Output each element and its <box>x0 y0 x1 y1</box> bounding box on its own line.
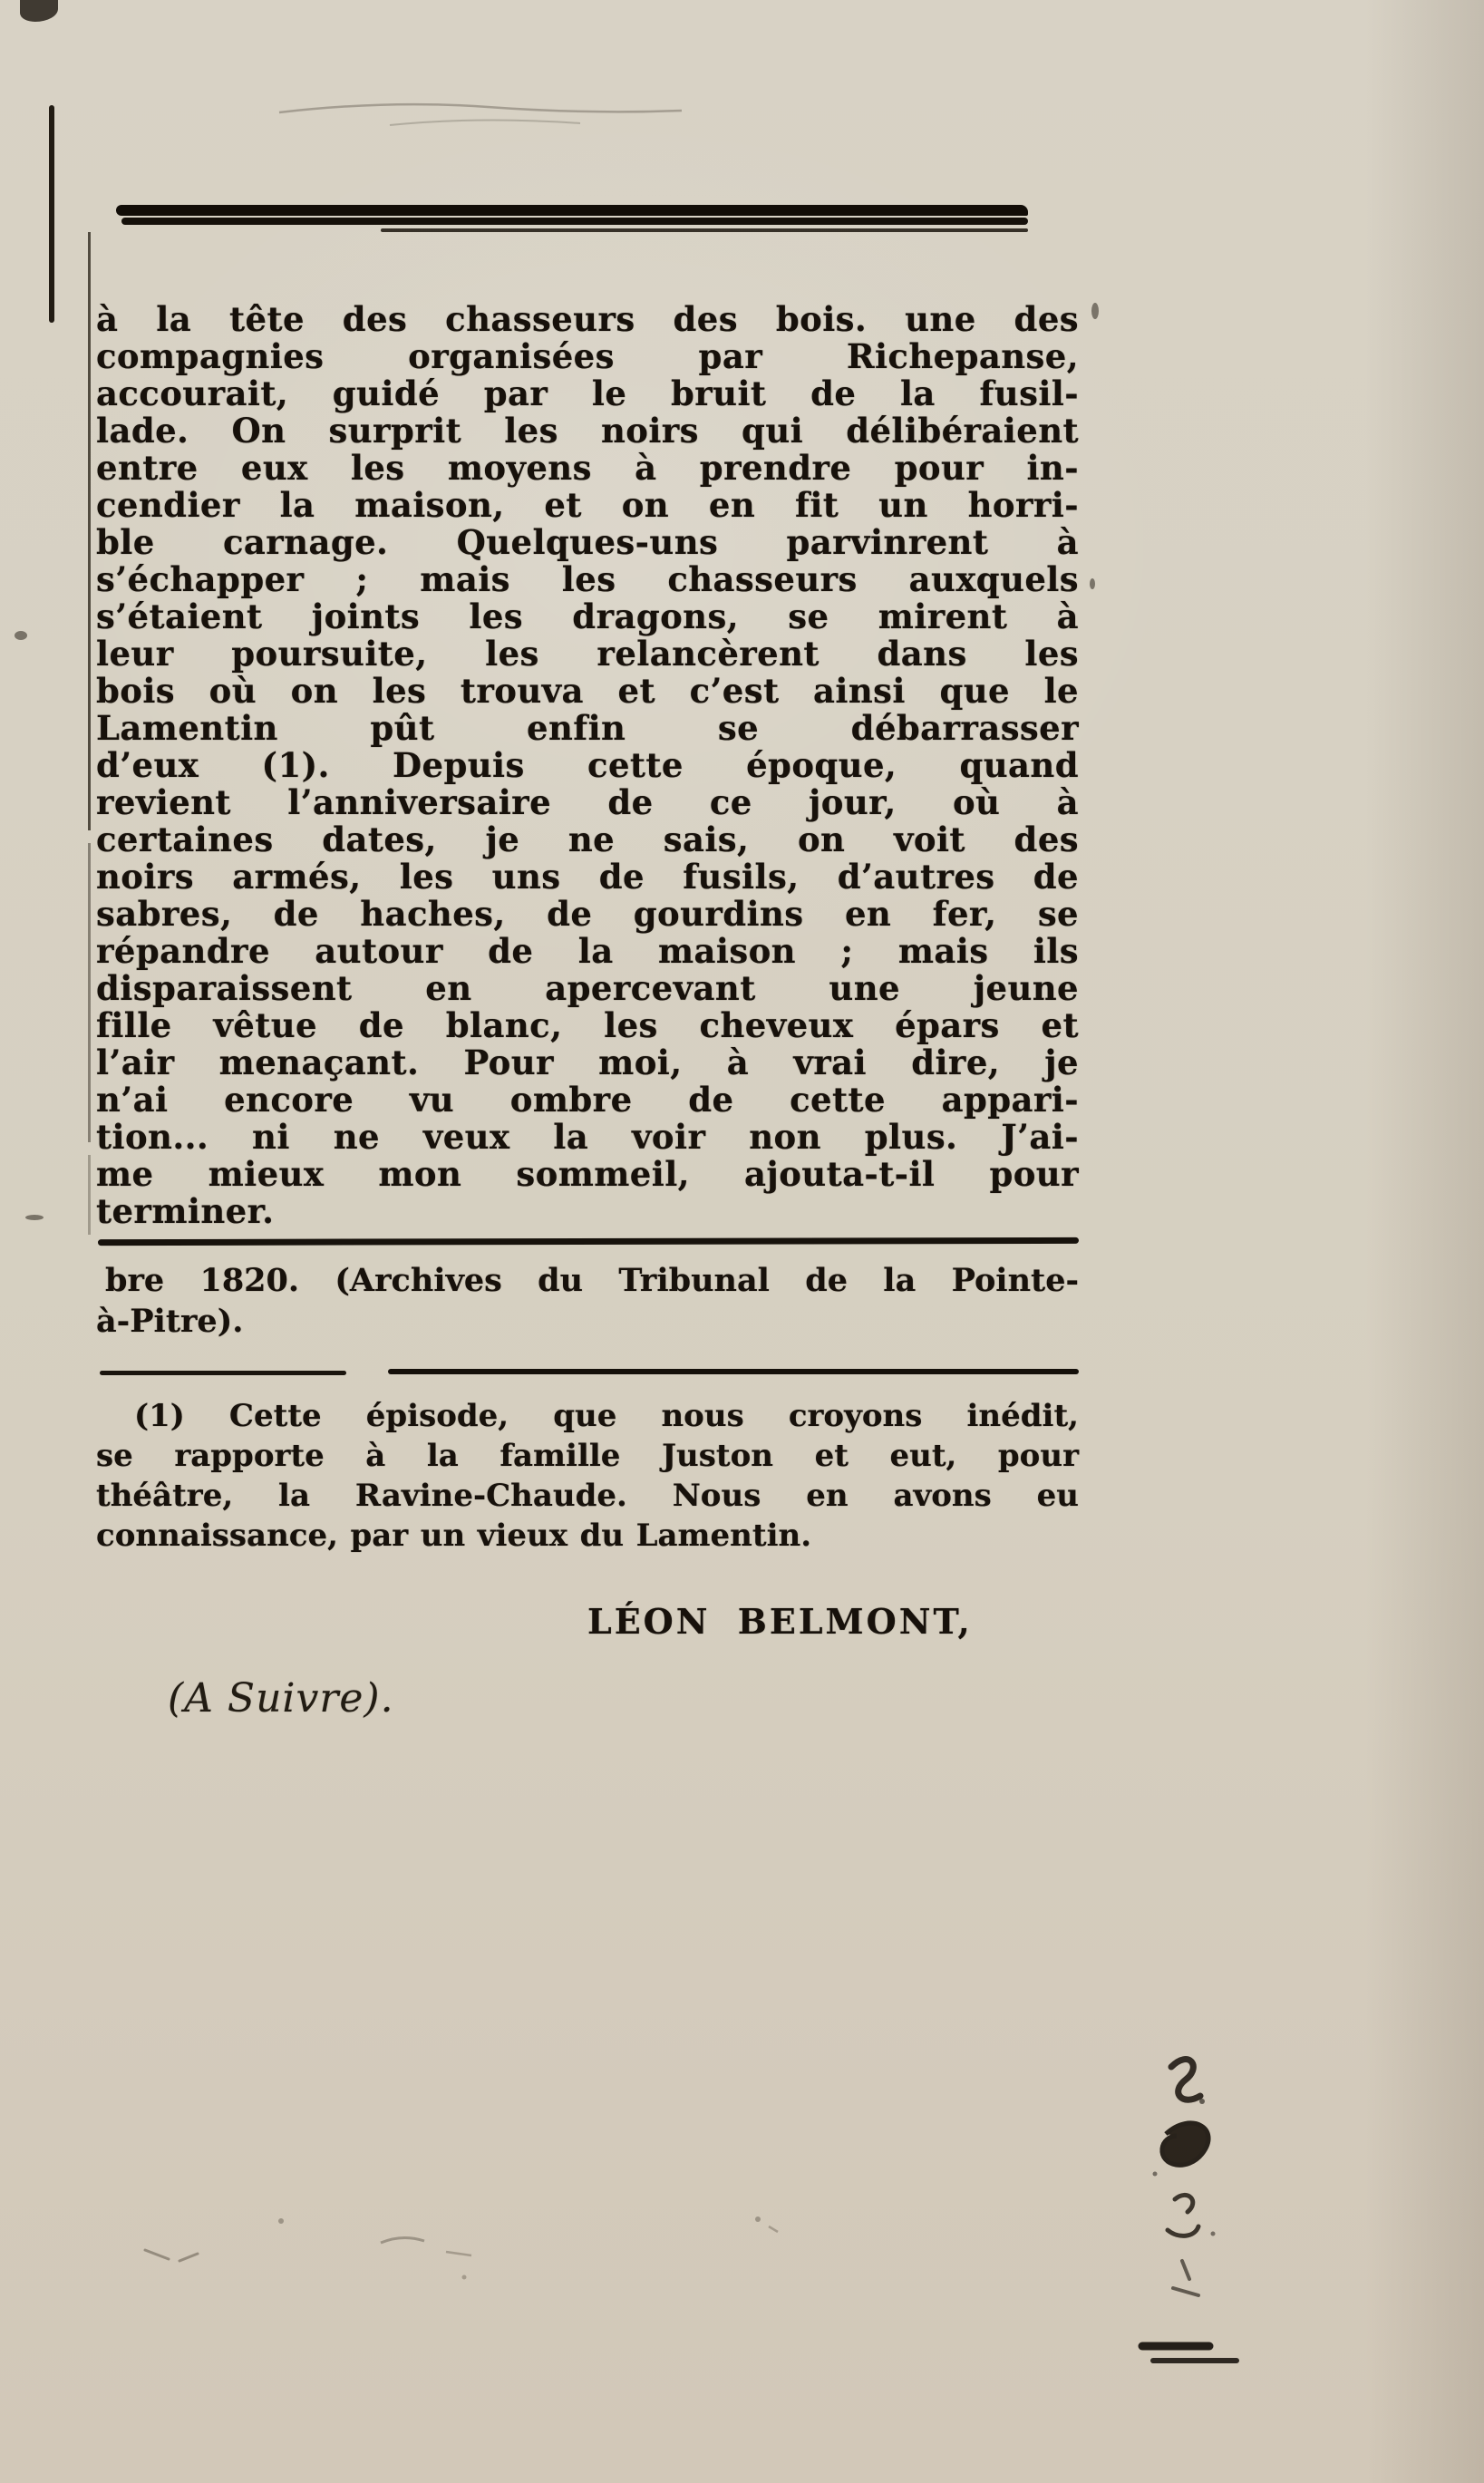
body-line: ble carnage. Quelques-uns parvinrent à <box>96 522 1079 562</box>
body-line: leur poursuite, les relancèrent dans les <box>96 634 1079 674</box>
body-line: revient l’anniversaire de ce jour, où à <box>96 782 1079 822</box>
body-line: n’ai encore vu ombre de cette appari- <box>96 1080 1079 1120</box>
article-body <box>96 301 1079 1230</box>
ink-smudge <box>1115 2047 1269 2391</box>
footnote-line: bre 1820. (Archives du Tribunal de la Pointe- <box>105 1262 1079 1299</box>
paper-speck <box>1091 303 1099 319</box>
footnote-rule-short <box>100 1371 346 1375</box>
body-line: s’étaient joints les dragons, se mirent à <box>96 597 1079 636</box>
signature: LÉON BELMONT, <box>587 1601 973 1642</box>
body-line: terminer. <box>96 1191 275 1231</box>
footnote-line: (1) Cette épisode, que nous croyons inédit, <box>134 1398 1079 1434</box>
body-line: bois où on les trouva et c’est ainsi que le <box>96 671 1079 711</box>
section-rule <box>98 1237 1079 1246</box>
body-line: compagnies organisées par Richepanse, <box>96 336 1079 376</box>
footnote-rule-long <box>388 1369 1079 1374</box>
column-rule <box>88 843 91 1142</box>
body-line: l’air menaçant. Pour moi, à vrai dire, je <box>96 1043 1079 1082</box>
body-line: me mieux mon sommeil, ajouta-t-il pour <box>96 1154 1079 1194</box>
continuation-note: (A Suivre). <box>168 1675 394 1722</box>
paper-speck <box>20 0 58 22</box>
body-line: fille vêtue de blanc, les cheveux épars et <box>96 1005 1079 1045</box>
body-line: entre eux les moyens à prendre pour in- <box>96 448 1079 488</box>
body-line: Lamentin pût enfin se débarrasser <box>96 708 1079 748</box>
paper-speck <box>15 631 27 640</box>
faint-print-lines <box>272 94 689 134</box>
footnote-1 <box>96 1396 1079 1556</box>
footnote-line: théâtre, la Ravine-Chaude. Nous en avons eu <box>96 1478 1079 1514</box>
body-line: d’eux (1). Depuis cette époque, quand <box>96 745 1079 785</box>
column-rule <box>88 1155 91 1235</box>
body-line: répandre autour de la maison ; mais ils <box>96 931 1079 971</box>
body-line: certaines dates, je ne sais, on voit des <box>96 820 1079 859</box>
top-rule-extension <box>381 228 1028 232</box>
footnote-line: se rapporte à la famille Juston et eut, pour <box>96 1438 1079 1474</box>
paper-speck <box>1090 578 1095 589</box>
body-line: lade. On surprit les noirs qui délibéraient <box>96 411 1079 451</box>
body-line: disparaissent en apercevant une jeune <box>96 968 1079 1008</box>
footnote-archives <box>96 1260 1079 1342</box>
body-line: s’échapper ; mais les chasseurs auxquels <box>96 559 1079 599</box>
body-line: cendier la maison, et on en fit un horri- <box>96 485 1079 525</box>
body-line: tion... ni ne veux la voir non plus. J’ai- <box>96 1117 1079 1157</box>
left-edge-rule <box>49 105 54 323</box>
column-rule <box>88 232 91 830</box>
body-line: accourait, guidé par le bruit de la fusil- <box>96 373 1079 413</box>
stray-marks <box>109 2167 925 2303</box>
body-line: sabres, de haches, de gourdins en fer, se <box>96 894 1079 934</box>
body-line: noirs armés, les uns de fusils, d’autres de <box>96 857 1079 897</box>
footnote-line: à-Pitre). <box>96 1303 244 1340</box>
footnote-line: connaissance, par un vieux du Lamentin. <box>96 1518 812 1554</box>
paper-speck <box>25 1215 44 1220</box>
body-line: à la tête des chasseurs des bois. une des <box>96 299 1079 339</box>
top-rule-lower <box>121 218 1028 225</box>
top-rule <box>116 205 1028 216</box>
